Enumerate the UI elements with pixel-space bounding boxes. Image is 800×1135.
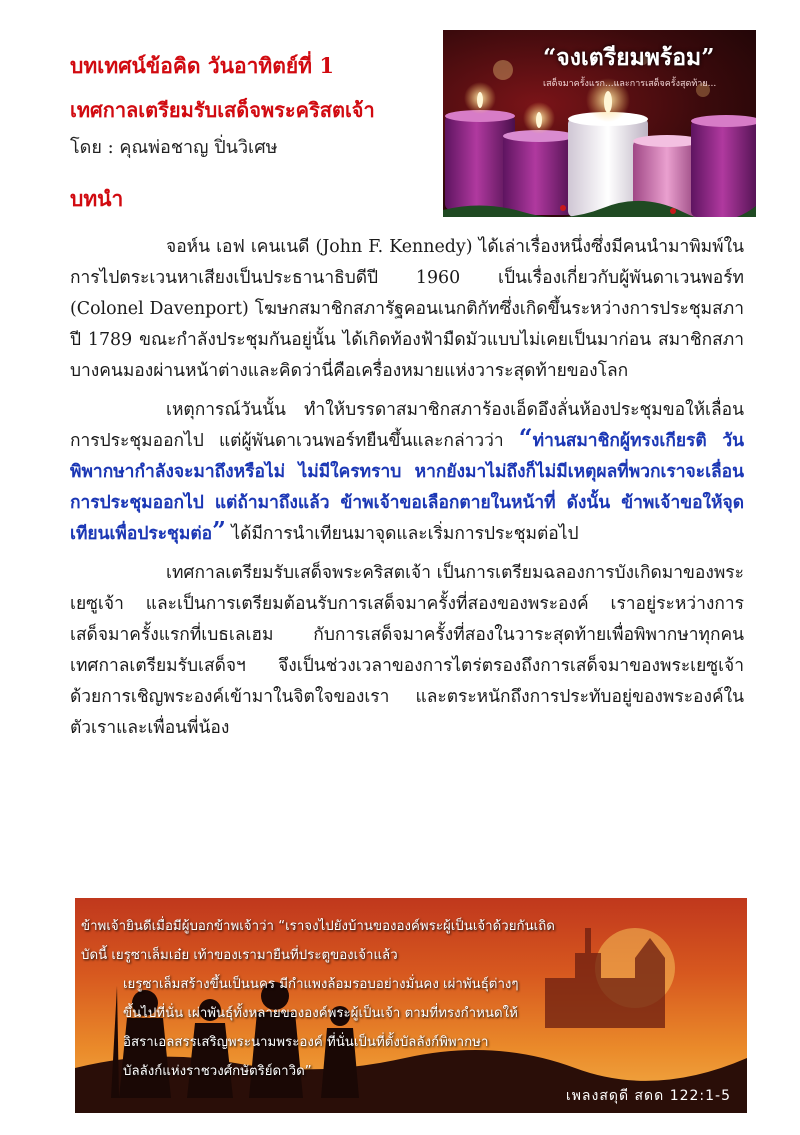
- quote-text: ท่านสมาชิกผู้ทรงเกียรติ วันพิพากษากำลังจะมาถึงหรือไม่ ไม่มีใครทราบ หากยังมาไม่ถึงก็ไม่มีเหตุผลที่พวกเราจะเลื่อนการประชุมออกไป แต่ถ้ามาถึงแล้ว ข้าพเจ้าขอเลือกตายในหน้าที่ ดังนั้น ข้าพเจ้าขอให้จุดเทียนเพื่อประชุมต่อ: [70, 431, 744, 544]
- paragraph-advent: เทศกาลเตรียมรับเสด็จพระคริสตเจ้า เป็นการเตรียมฉลองการบังเกิดมาของพระเยซูเจ้า และเป็นการเตรียมต้อนรับการเสด็จมาครั้งที่สองของพระองค์ เราอยู่ระหว่างการเสด็จมาครั้งแรกที่เบธเลเฮม กับการเสด็จมาครั้งที่สองในวาระสุดท้ายเพื่อพิพากษาทุกคน เทศกาลเตรียมรับเสด็จฯ จึงเป็นช่วงเวลาของการไตร่ตรองถึงการเสด็จมาของพระเยซูเจ้า ด้วยการเชิญพระองค์เข้ามาในจิตใจของเรา และตระหนักถึงการประทับอยู่ของพระองค์ในตัวเราและเพื่อนพี่น้อง: [70, 563, 744, 738]
- psalm-line-2: บัดนี้ เยรูซาเล็มเอ๋ย เท้าของเรามายืนที่ประตูของเจ้าแล้ว: [81, 948, 398, 963]
- season-title: เทศกาลเตรียมรับเสด็จพระคริสตเจ้า: [70, 98, 375, 122]
- psalm-text: [81, 912, 741, 1086]
- paragraph-tail: ได้มีการนำเทียนมาจุดและเริ่มการประชุมต่อไป: [225, 524, 579, 544]
- open-quote-mark: “: [518, 423, 533, 452]
- sermon-body: [70, 232, 744, 752]
- psalm-line-3: เยรูซาเล็มสร้างขึ้นเป็นนคร มีกำแพงล้อมรอบอย่างมั่นคง เผ่าพันธุ์ต่างๆ: [123, 977, 519, 992]
- close-quote-mark: ”: [212, 516, 226, 545]
- advent-candles-image: [443, 30, 756, 217]
- hero-title: “จงเตรียมพร้อม”: [543, 44, 715, 71]
- paragraph-kennedy: จอห์น เอฟ เคนเนดี (John F. Kennedy) ได้เล่าเรื่องหนึ่งซึ่งมีคนนำมาพิมพ์ในการไปตระเวนหาเสียงเป็นประธานาธิบดีปี 1960 เป็นเรื่องเกี่ยวกับผู้พันดาเวนพอร์ท (Colonel Davenport) โฆษกสมาชิกสภารัฐคอนเนกติกัทซึ่งเกิดขึ้นระหว่างการประชุมสภาปี 1789 ขณะกำลังประชุมกันอยู่นั้น ได้เกิดท้องฟ้ามืดมัวแบบไม่เคยเป็นมาก่อน สมาชิกสภาบางคนมองผ่านหน้าต่างและคิดว่านี่คือเครื่องหมายแห่งวาระสุดท้ายของโลก: [70, 237, 744, 381]
- paragraph-lead: เหตุการณ์วันนั้น ทำให้บรรดาสมาชิกสภาร้องเอ็ดอึงลั่นห้องประชุมขอให้เลื่อนการประชุมออกไป แต่ผู้พันดาเวนพอร์ทยืนขึ้นและกล่าวว่า: [70, 400, 744, 451]
- paragraph-davenport: [70, 395, 744, 550]
- psalm-line-5: อิสราเอลสรรเสริญพระนามพระองค์ ที่นั่นเป็นที่ตั้งบัลลังก์พิพากษา: [123, 1035, 489, 1050]
- author-line: โดย : คุณพ่อชาญ ปิ่นวิเศษ: [70, 137, 278, 158]
- psalm-line-1: ข้าพเจ้ายินดีเมื่อมีผู้บอกข้าพเจ้าว่า “เราจงไปยังบ้านขององค์พระผู้เป็นเจ้าด้วยกันเถิด: [81, 919, 555, 934]
- psalm-line-4: ขึ้นไปที่นั่น เผ่าพันธุ์ทั้งหลายขององค์พระผู้เป็นเจ้า ตามที่ทรงกำหนดให้: [123, 1006, 518, 1021]
- sermon-title: บทเทศน์ข้อคิด วันอาทิตย์ที่ 1: [70, 53, 334, 78]
- hero-subtitle: เสด็จมาครั้งแรก...และการเสด็จครั้งสุดท้าย...: [543, 79, 717, 89]
- psalm-line-6: บัลลังก์แห่งราชวงศ์กษัตริย์ดาวิด”: [123, 1064, 312, 1079]
- psalm-banner: [75, 898, 747, 1113]
- intro-heading: บทนำ: [70, 186, 124, 211]
- psalm-reference: เพลงสดุดี สดด 122:1-5: [565, 1088, 731, 1104]
